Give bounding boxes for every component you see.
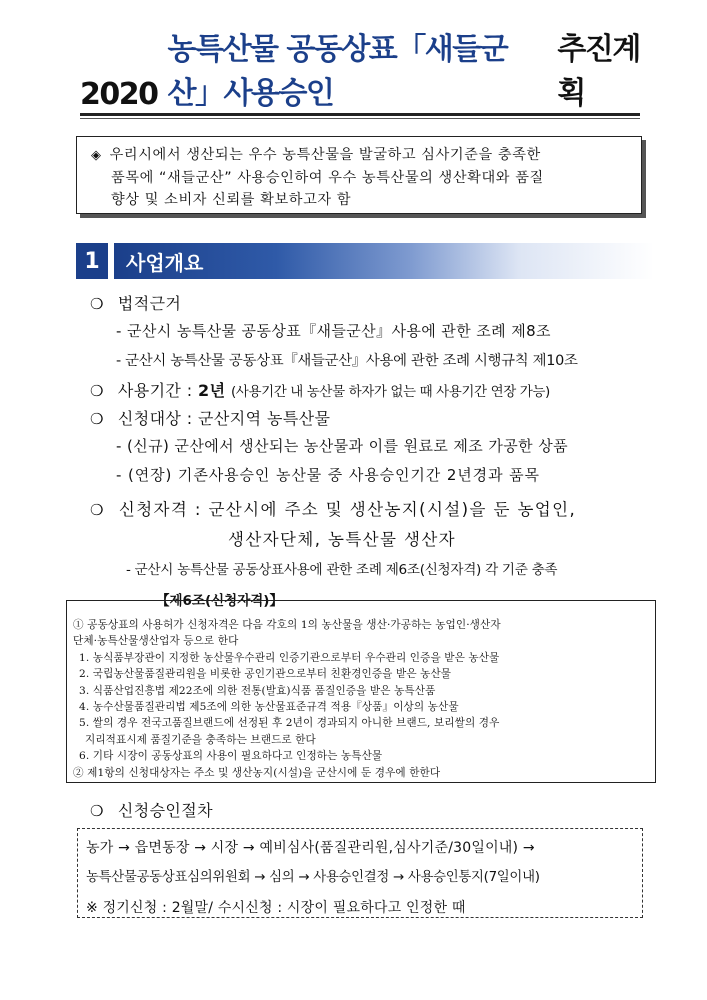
title-year: 2020 [80,77,158,112]
item-procedure [90,798,213,821]
article-line: 지리적표시제 품질기준을 충족하는 브랜드로 한다 [85,733,316,746]
section-title: 사업개요 [114,243,654,279]
article-line: ② 제1항의 신청대상자는 주소 및 생산농지(시설)을 군산시에 둔 경우에 한한다 [73,766,441,779]
section-number: 1 [76,243,108,279]
article-line: 1. 농식품부장관이 지정한 농산물우수관리 인증기관으로부터 우수관리 인증을 받은 농산물 [79,651,500,664]
document-title [80,32,640,112]
diamond-bullet-icon: ◈ [91,148,102,163]
article-line: 단체·농특산물생산업자 등으로 한다 [73,635,239,648]
title-underline-thin [80,118,640,119]
target-detail-2: - (연장) 기존사용승인 농산물 중 사용승인기간 2년경과 품목 [116,466,540,484]
article-line: 3. 식품산업진흥법 제22조에 의한 전통(발효)식품 품질인증을 받은 농특산품 [79,684,436,697]
item-qualification [90,496,576,520]
item-basis [90,291,181,314]
item-qualification-line-1: 신청자격 : 군산시에 주소 및 생산농지(시설)을 둔 농업인, [118,500,577,519]
item-qualification-line-2: 생산자단체, 농특산물 생산자 [228,530,457,549]
article-line: 4. 농수산물품질관리법 제5조에 의한 농산물표준규격 적용『상품』이상의 농산물 [79,701,459,714]
item-period-value: 2년 [198,381,226,400]
article-line: 5. 쌀의 경우 전국고품질브랜드에 선정된 후 2년이 경과되지 아니한 브랜드, 보리쌀의 경우 [79,717,500,730]
summary-line-2: 품목에 “새들군산” 사용승인하여 우수 농특산물의 생산확대와 품질 [111,170,544,186]
item-target-label: 신청대상 : 군산지역 농특산물 [117,409,331,428]
circle-bullet-icon: ❍ [90,410,104,428]
procedure-line-2: 농특산물공동상표심의위원회 → 심의 → 사용승인결정 → 사용승인통지(7일이내) [86,870,540,885]
item-period-label: 사용기간 : [117,381,199,400]
title-main: 농특산물 공동상표「새들군산」사용승인 [167,32,508,111]
title-suffix: 추진계획 [557,32,640,111]
summary-line-3: 향상 및 소비자 신뢰를 확보하고자 함 [111,192,352,208]
section-header [76,243,654,279]
basis-detail-1: - 군산시 농특산물 공동상표『새들군산』사용에 관한 조례 제8조 [116,322,551,340]
summary-line-1: 우리시에서 생산되는 우수 농특산물을 발굴하고 심사기준을 충족한 [109,147,541,163]
item-basis-label: 법적근거 [117,294,182,313]
basis-detail-2: - 군산시 농특산물 공동상표『새들군산』사용에 관한 조례 시행규칙 제10조 [116,353,578,369]
summary-box [76,136,642,214]
article-line: ① 공동상표의 사용허가 신청자격은 다음 각호의 1의 농산물을 생산·가공하는 농업인·생산자 [73,619,501,631]
qualification-note: - 군산시 농특산물 공동상표사용에 관한 조례 제6조(신청자격) 각 기준 충족 [126,562,558,578]
article-label: 【제6조(신청자격)】 [148,589,291,609]
circle-bullet-icon: ❍ [90,382,104,400]
article-box [66,600,656,783]
article-line: 6. 기타 시장이 공동상표의 사용이 필요하다고 인정하는 농특산물 [79,750,383,763]
title-underline [80,113,640,116]
circle-bullet-icon: ❍ [90,802,104,820]
item-procedure-label: 신청승인절차 [117,801,213,820]
circle-bullet-icon: ❍ [90,295,104,313]
article-line: 2. 국립농산물품질관리원을 비롯한 공인기관으로부터 친환경인증을 받은 농산물 [79,668,452,681]
procedure-line-3: ※ 정기신청 : 2월말/ 수시신청 : 시장이 필요하다고 인정한 때 [86,900,466,916]
procedure-line-1: 농가 → 읍면동장 → 시장 → 예비심사(품질관리원,심사기준/30일이내) → [86,840,535,856]
item-period [90,378,550,401]
circle-bullet-icon: ❍ [90,501,105,519]
item-period-note: (사용기간 내 농산물 하자가 없는 때 사용기간 연장 가능) [230,384,550,400]
target-detail-1: - (신규) 군산에서 생산되는 농산물과 이를 원료로 제조 가공한 상품 [116,437,568,455]
procedure-box [77,828,643,918]
item-target [90,406,330,429]
